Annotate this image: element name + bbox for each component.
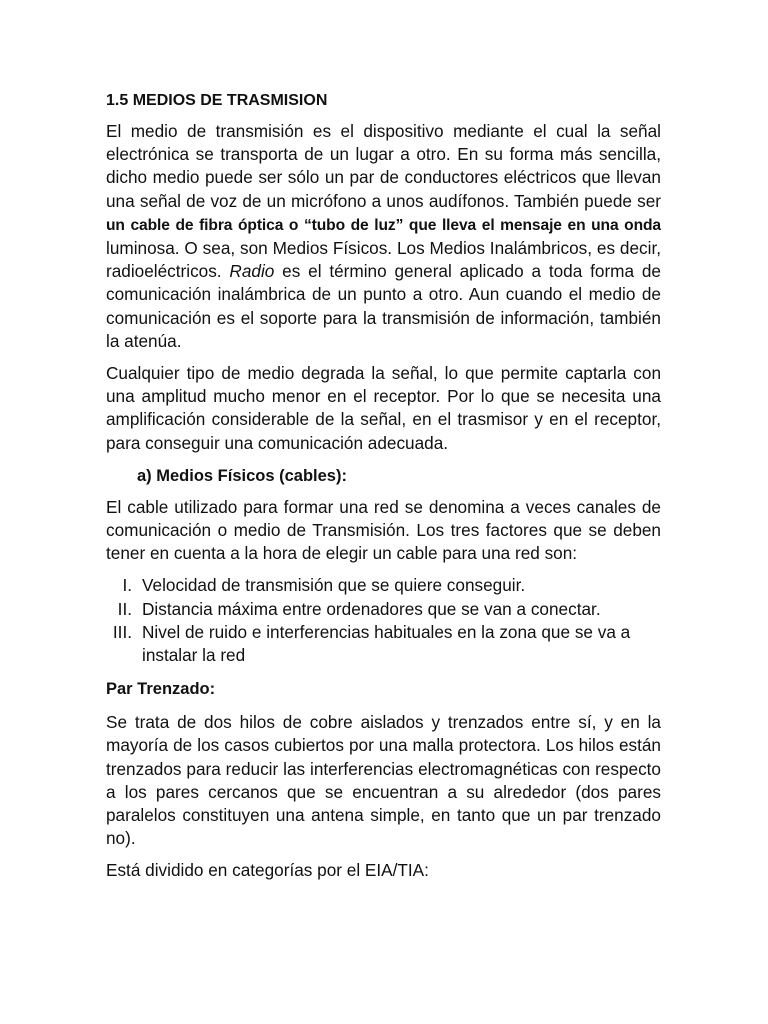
list-item-text: Velocidad de transmisión que se quiere conseguir. [142, 575, 526, 596]
paragraph-twisted-pair: Se trata de dos hilos de cobre aislados y trenzados entre sí, y en la mayoría de los casos cubiertos por una malla protectora. Los hilos están trenzados para reducir las interferencias electromagnéticas con respecto a los pares cercanos que se encuentran a su alrededor (dos pares paralelos constituyen una antena simple, en tanto que un par trenzado no). [106, 712, 661, 849]
section-title-twisted-pair: Par Trenzado: [106, 680, 216, 699]
list-item [106, 574, 661, 597]
list-marker: III. [112, 621, 132, 642]
list-item [106, 598, 661, 621]
document-page [106, 88, 661, 892]
list-marker: II. [117, 598, 132, 619]
list-item-text: Distancia máxima entre ordenadores que se van a conectar. [142, 598, 601, 619]
paragraph-intro-part-2: luminosa. O sea, son Medios Físicos. Los Medios Inalámbricos, es decir, radioeléctricos. [106, 238, 661, 282]
paragraph-cable: El cable utilizado para formar una red se denomina a veces canales de comunicación o medio de Transmisión. Los tres factores que se deben tener en cuenta a la hora de elegir un cable para una red son: [106, 496, 661, 564]
section-heading: 1.5 MEDIOS DE TRASMISION [106, 92, 328, 109]
subheading-physical-media: a) Medios Físicos (cables): [137, 466, 347, 485]
paragraph-intro-part-1: El medio de transmisión es el dispositivo mediante el cual la señal electrónica se transporta de un lugar a otro. En su forma más sencilla, dicho medio puede ser sólo un par de conductores eléctricos que llevan una señal de voz de un micrófono a unos audífonos. También puede ser [106, 121, 661, 211]
factors-list [106, 574, 661, 667]
paragraph-intro-italic: Radio [229, 261, 275, 282]
paragraph-categories: Está dividido en categorías por el EIA/TIA: [106, 860, 429, 881]
list-item-text: Nivel de ruido e interferencias habituales en la zona que se va a instalar la red [142, 621, 631, 666]
paragraph-intro-bold: un cable de fibra óptica o “tubo de luz” que lleva el mensaje en una onda [106, 216, 661, 234]
list-item [106, 621, 661, 667]
list-marker: I. [122, 575, 132, 596]
paragraph-intro-part-3: es el término general aplicado a toda forma de comunicación inalámbrica de un punto a otro. Aun cuando el medio de comunicación es el soporte para la transmisión de información, también la atenúa. [106, 261, 661, 351]
paragraph-intro [106, 120, 661, 353]
paragraph-degradation: Cualquier tipo de medio degrada la señal, lo que permite captarla con una amplitud mucho menor en el receptor. Por lo que se necesita una amplificación considerable de la señal, en el trasmisor y en el receptor, para conseguir una comunicación adecuada. [106, 363, 661, 453]
